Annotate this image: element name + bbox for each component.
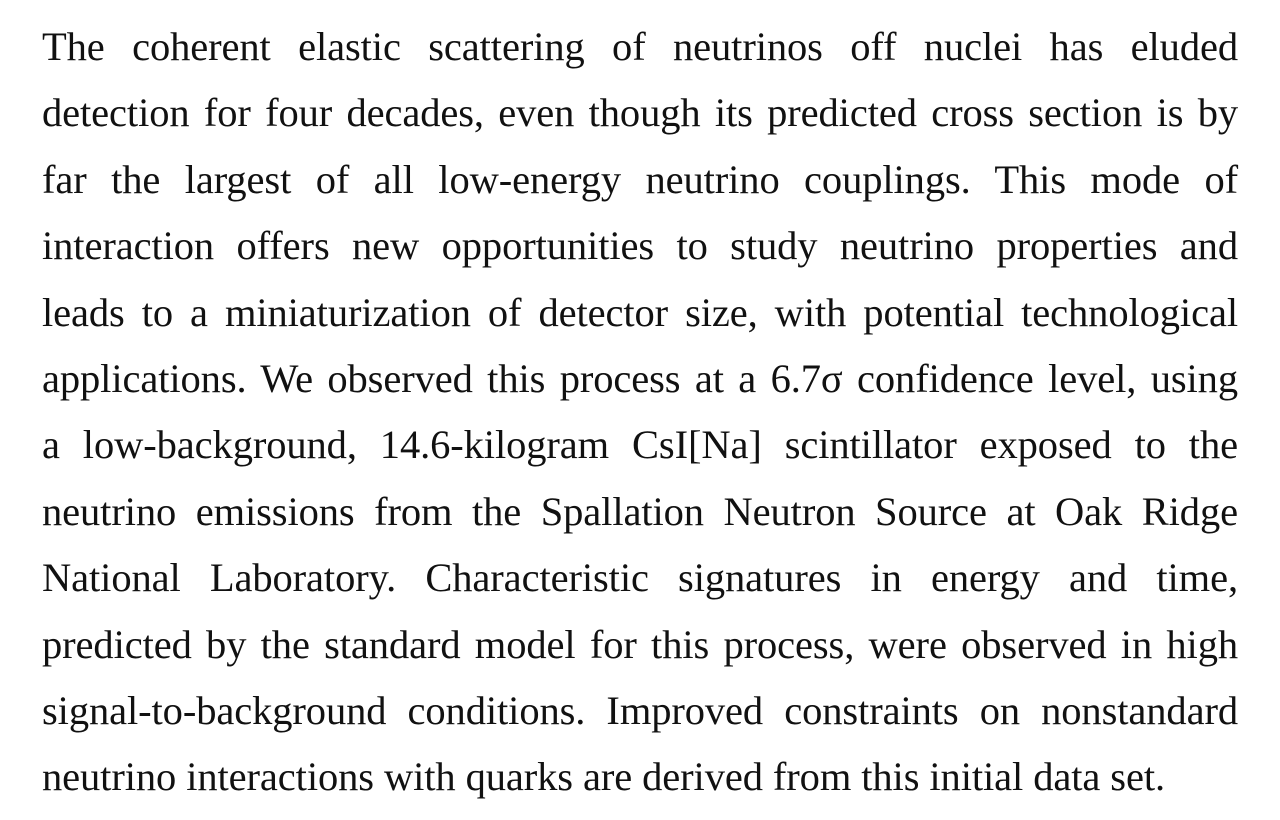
- text-line: leads to a miniaturization of detector size, with potential technological: [42, 289, 1238, 335]
- abstract-paragraph: [42, 14, 1238, 811]
- text-line: National Laboratory. Characteristic signatures in energy and time,: [42, 555, 1238, 601]
- text-line: neutrino interactions with quarks are derived from this initial data set.: [42, 754, 1166, 800]
- text-line: neutrino emissions from the Spallation Neutron Source at Oak Ridge: [42, 488, 1238, 534]
- text-line: a low-background, 14.6-kilogram CsI[Na] scintillator exposed to the: [42, 422, 1238, 468]
- text-line: signal-to-background conditions. Improved constraints on nonstandard: [42, 687, 1238, 733]
- text-line: predicted by the standard model for this process, were observed in high: [42, 621, 1238, 667]
- text-line: far the largest of all low-energy neutrino couplings. This mode of: [42, 156, 1238, 202]
- text-line: detection for four decades, even though its predicted cross section is by: [42, 90, 1238, 136]
- text-line: The coherent elastic scattering of neutrinos off nuclei has eluded: [42, 24, 1238, 69]
- text-line: applications. We observed this process at a 6.7σ confidence level, using: [42, 355, 1238, 401]
- text-line: interaction offers new opportunities to study neutrino properties and: [42, 223, 1238, 269]
